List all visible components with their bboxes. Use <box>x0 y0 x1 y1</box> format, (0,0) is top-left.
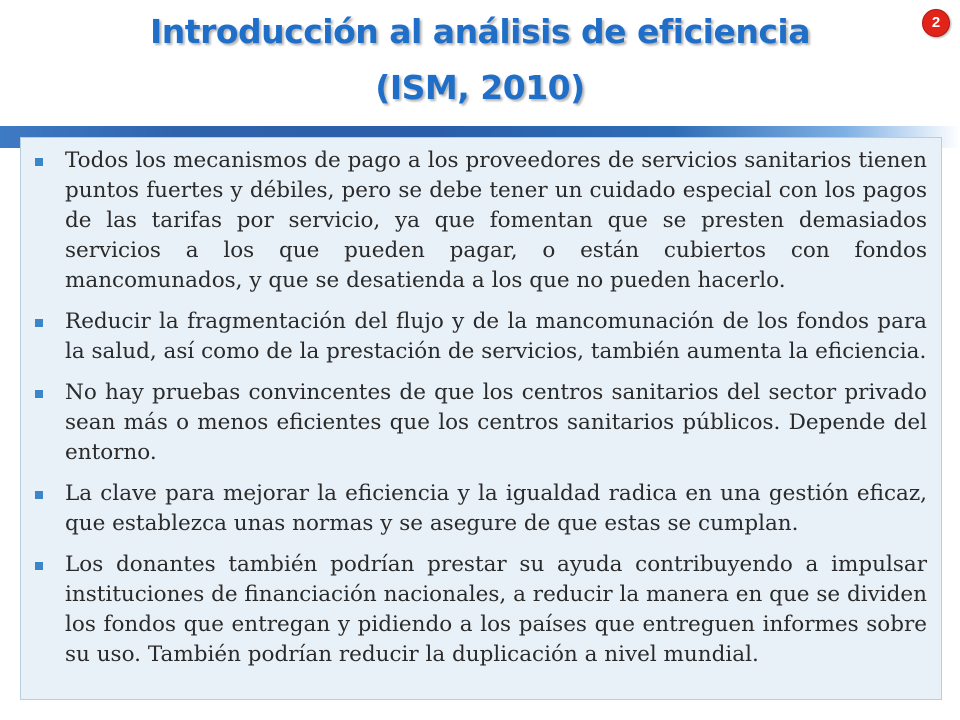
bullet-item-3 <box>21 378 927 468</box>
slide-number-badge: 2 <box>922 9 950 37</box>
content-panel <box>20 137 942 700</box>
bullet-item-5 <box>21 550 927 670</box>
square-bullet-icon <box>35 158 43 166</box>
bullet-text-1: Todos los mecanismos de pago a los proveedores de servicios sanitarios tienen puntos fuertes y débiles, pero se debe tener un cuidado especial con los pagos de las tarifas por servicio, ya que fomentan que se presten demasiados servicios a los que pueden pagar, o están cubiertos con fondos mancomunados, y que se desatienda a los que no pueden hacerlo. <box>65 148 927 293</box>
square-bullet-icon <box>35 562 43 570</box>
bullet-item-2 <box>21 307 927 367</box>
bullet-text-5: Los donantes también podrían prestar su ayuda contribuyendo a impulsar instituciones de financiación nacionales, a reducir la manera en que se dividen los fondos que entregan y pidiendo a los países que entreguen informes sobre su uso. También podrían reducir la duplicación a nivel mundial. <box>65 552 927 667</box>
bullet-item-4 <box>21 479 927 539</box>
bullet-list <box>21 138 941 670</box>
bullet-text-2: Reducir la fragmentación del flujo y de la mancomunación de los fondos para la salud, así como de la prestación de servicios, también aumenta la eficiencia. <box>65 309 927 364</box>
square-bullet-icon <box>35 390 43 398</box>
bullet-item-1 <box>21 146 927 296</box>
bullet-text-3: No hay pruebas convincentes de que los centros sanitarios del sector privado sean más o menos eficientes que los centros sanitarios públicos. Depende del entorno. <box>65 380 927 465</box>
slide-title <box>0 4 960 116</box>
square-bullet-icon <box>35 319 43 327</box>
square-bullet-icon <box>35 491 43 499</box>
bullet-text-4: La clave para mejorar la eficiencia y la igualdad radica en una gestión eficaz, que establezca unas normas y se asegure de que estas se cumplan. <box>65 481 927 536</box>
slide-title-line-2: (ISM, 2010) <box>375 68 585 107</box>
slide-title-line-1: Introducción al análisis de eficiencia <box>150 12 810 51</box>
